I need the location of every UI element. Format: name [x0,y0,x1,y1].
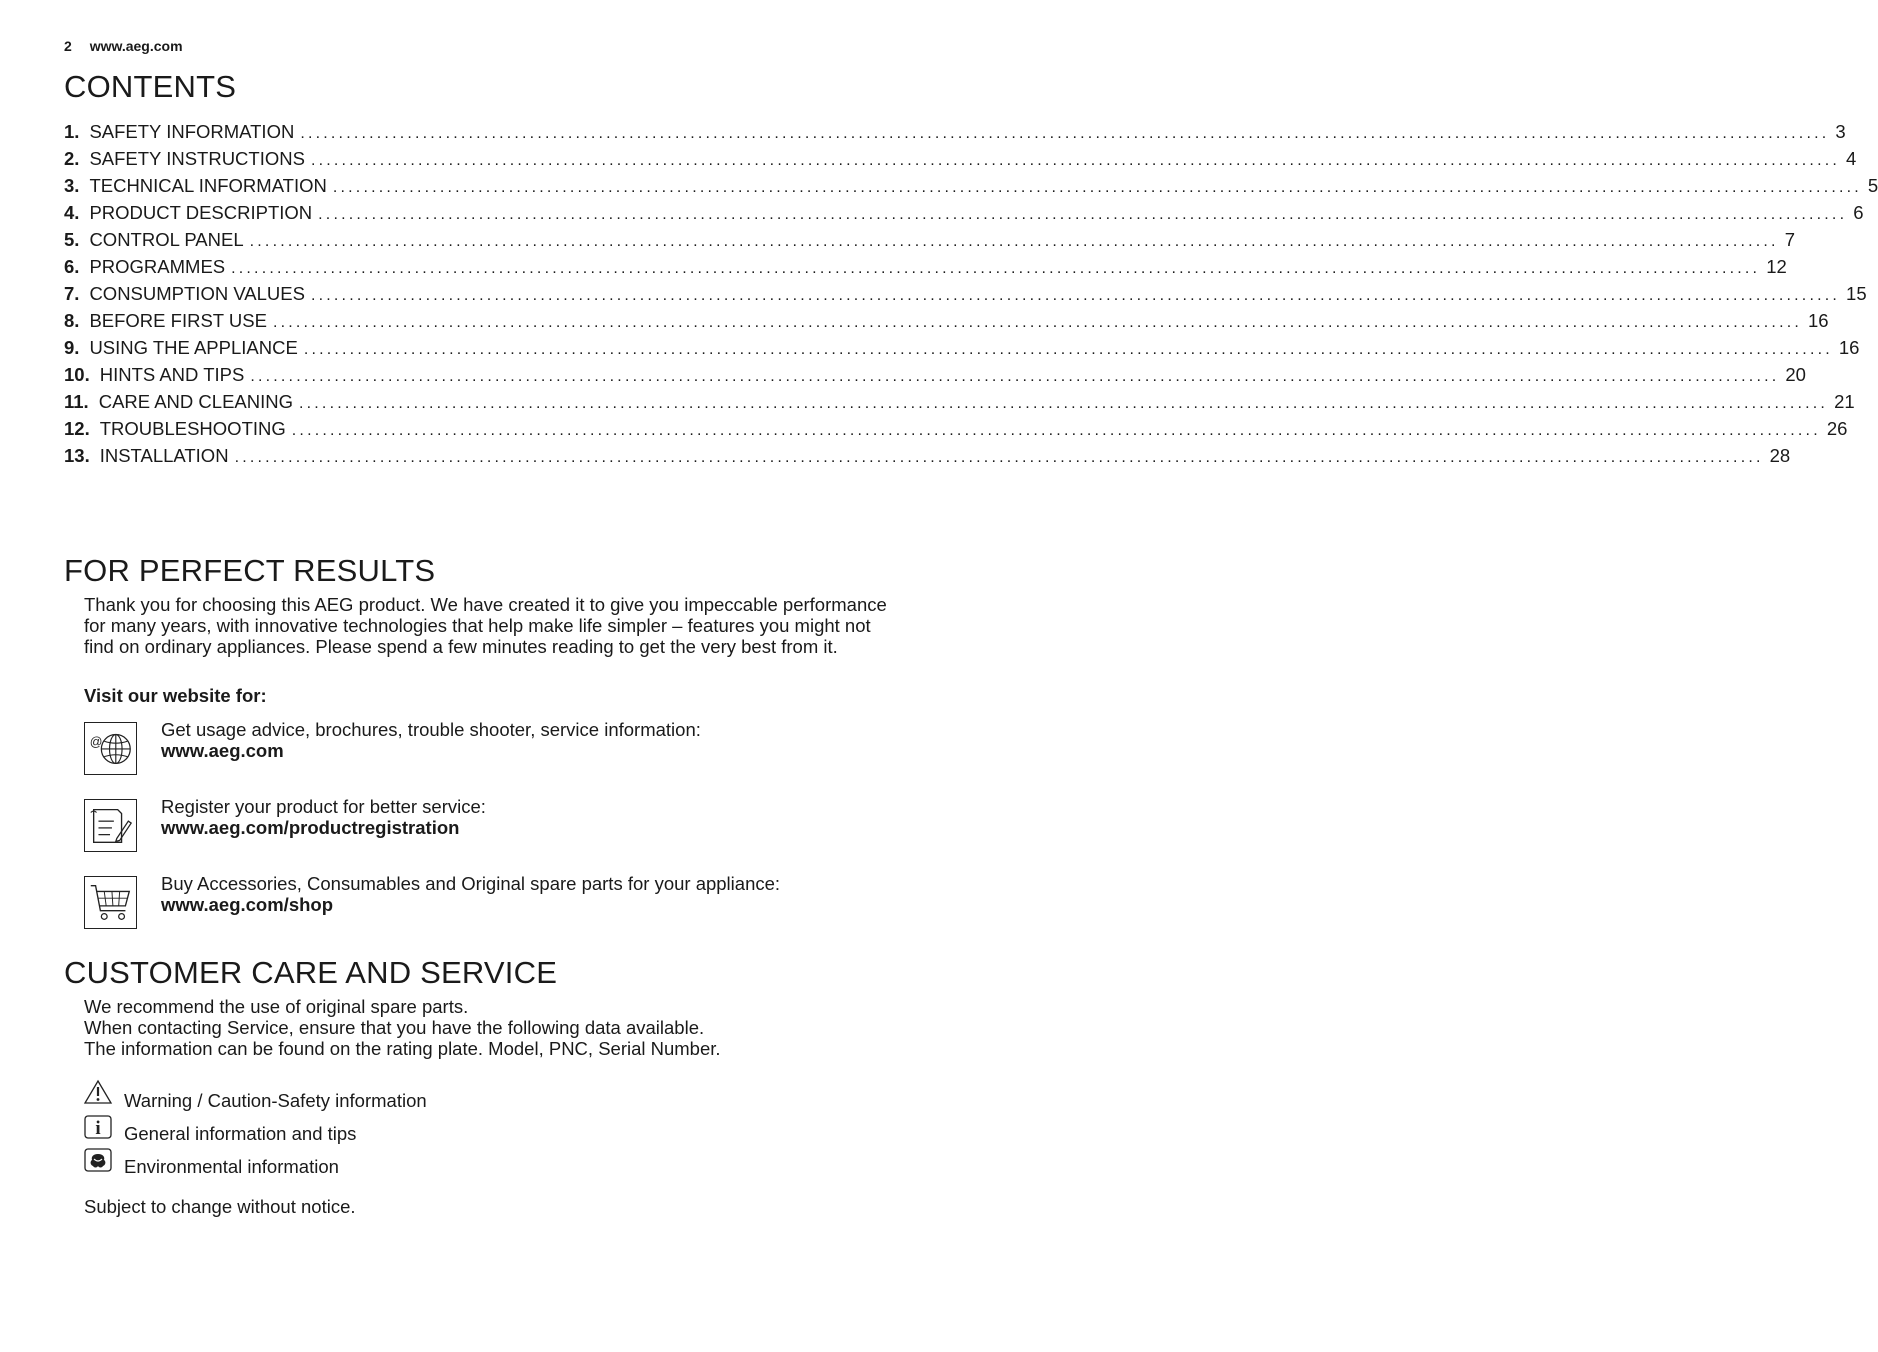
info-icon [84,1115,112,1139]
customer-care-text: We recommend the use of original spare parts. When contacting Service, ensure that you have the following data available. The information can be found on the rating plate. Model, PNC, Serial Number. [84,996,721,1059]
toc-entry-page: 6 [1853,202,1864,223]
toc-entry[interactable] [64,445,1791,472]
toc-entry-number: 13. [64,445,90,466]
legend-warning-text: Warning / Caution-Safety information [124,1090,427,1111]
environment-icon [84,1148,112,1172]
toc-leader-dots: ........................................................................................................................................................................................................ [234,449,1764,466]
toc-entry[interactable] [64,283,1867,310]
toc-leader-dots: ........................................................................................................................................................................................................ [231,260,1761,277]
change-notice: Subject to change without notice. [84,1196,356,1217]
toc-entry[interactable] [64,121,1846,148]
toc-entry-title: PROGRAMMES [89,256,226,277]
toc-entry-number: 11. [64,391,89,412]
toc-entry-page: 28 [1769,445,1791,466]
toc-entry[interactable] [64,148,1857,175]
toc-entry-title: TECHNICAL INFORMATION [89,175,327,196]
toc-entry-page: 16 [1808,310,1829,331]
toc-leader-dots: ........................................................................................................................................................................................................ [299,395,1829,412]
toc-entry-title: TROUBLESHOOTING [99,418,286,439]
toc-entry[interactable] [64,364,1806,391]
link-url[interactable]: www.aeg.com [161,740,284,761]
toc-leader-dots: ........................................................................................................................................................................................................ [250,368,1780,385]
toc-entry-number: 3. [64,175,80,196]
toc-entry-page: 20 [1785,364,1806,385]
intro-paragraph: Thank you for choosing this AEG product. We have created it to give you impeccable performance for many years, with innovative technologies that help make life simpler – features you might not find on ordinary appliances. Please spend a few minutes reading to get the very best from it. [84,594,887,657]
toc-leader-dots: ........................................................................................................................................................................................................ [291,422,1821,439]
toc-entry[interactable] [64,229,1795,256]
toc-entry-title: SAFETY INSTRUCTIONS [89,148,305,169]
contents-heading: CONTENTS [64,69,237,104]
legend-info-text: General information and tips [124,1123,357,1144]
toc-leader-dots: ........................................................................................................................................................................................................ [272,314,1802,331]
toc-leader-dots: ........................................................................................................................................................................................................ [310,287,1841,304]
toc-entry-title: INSTALLATION [99,445,229,466]
toc-leader-dots: ........................................................................................................................................................................................................ [310,152,1841,169]
toc-entry-number: 8. [64,310,80,331]
toc-entry[interactable] [64,256,1787,283]
toc-entry-page: 15 [1846,283,1867,304]
toc-leader-dots: ........................................................................................................................................................................................................ [300,125,1830,142]
toc-entry-title: USING THE APPLIANCE [89,337,298,358]
shopping-cart-icon [84,876,137,929]
customer-care-heading: CUSTOMER CARE AND SERVICE [64,955,558,990]
toc-entry-title: BEFORE FIRST USE [89,310,267,331]
link-url[interactable]: www.aeg.com/shop [161,894,334,915]
svg-text:i: i [95,1118,101,1139]
toc-leader-dots: ........................................................................................................................................................................................................ [249,233,1779,250]
toc-entry-page: 21 [1834,391,1855,412]
toc-entry-page: 16 [1838,337,1860,358]
registration-form-icon [84,799,137,852]
toc-entry-title: PRODUCT DESCRIPTION [89,202,313,223]
toc-entry-page: 4 [1846,148,1857,169]
toc-entry[interactable] [64,202,1864,229]
warning-triangle-icon [84,1080,112,1104]
toc-entry-number: 1. [64,121,80,142]
toc-entry[interactable] [64,391,1855,418]
toc-entry-page: 12 [1766,256,1787,277]
toc-entry-number: 10. [64,364,90,385]
toc-entry-page: 5 [1867,175,1878,196]
page-number: 2 [64,38,72,54]
toc-leader-dots: ........................................................................................................................................................................................................ [318,206,1848,223]
table-of-contents [64,121,1878,472]
toc-entry[interactable] [64,337,1860,364]
perfect-results-heading: FOR PERFECT RESULTS [64,553,436,588]
toc-entry-number: 2. [64,148,80,169]
legend-environment-text: Environmental information [124,1156,339,1177]
toc-entry-title: CARE AND CLEANING [98,391,293,412]
toc-entry[interactable] [64,310,1829,337]
svg-text:@: @ [89,735,103,750]
toc-entry-number: 6. [64,256,80,277]
visit-label: Visit our website for: [84,685,267,706]
toc-entry-number: 7. [64,283,80,304]
toc-entry-number: 12. [64,418,90,439]
site-url[interactable]: www.aeg.com [89,38,183,54]
toc-entry-number: 5. [64,229,80,250]
globe-at-icon [84,722,137,775]
toc-leader-dots: ........................................................................................................................................................................................................ [332,179,1862,196]
web-link-2: Register your product for better service: www.aeg.com/productregistration [161,796,486,838]
toc-entry-title: CONTROL PANEL [89,229,244,250]
toc-entry-page: 3 [1835,121,1846,142]
toc-entry[interactable] [64,418,1848,445]
toc-entry[interactable] [64,175,1878,202]
toc-entry-title: SAFETY INFORMATION [89,121,295,142]
toc-entry-page: 26 [1826,418,1848,439]
toc-leader-dots: ........................................................................................................................................................................................................ [303,341,1833,358]
toc-entry-title: CONSUMPTION VALUES [89,283,305,304]
link-url[interactable]: www.aeg.com/productregistration [161,817,460,838]
web-link-3: Buy Accessories, Consumables and Original spare parts for your appliance: www.aeg.com/shop [161,873,781,915]
toc-entry-title: HINTS AND TIPS [99,364,245,385]
toc-entry-number: 4. [64,202,80,223]
web-link-1: Get usage advice, brochures, trouble shooter, service information: www.aeg.com [161,719,701,761]
toc-entry-page: 7 [1784,229,1795,250]
page-header [64,38,183,54]
toc-entry-number: 9. [64,337,80,358]
